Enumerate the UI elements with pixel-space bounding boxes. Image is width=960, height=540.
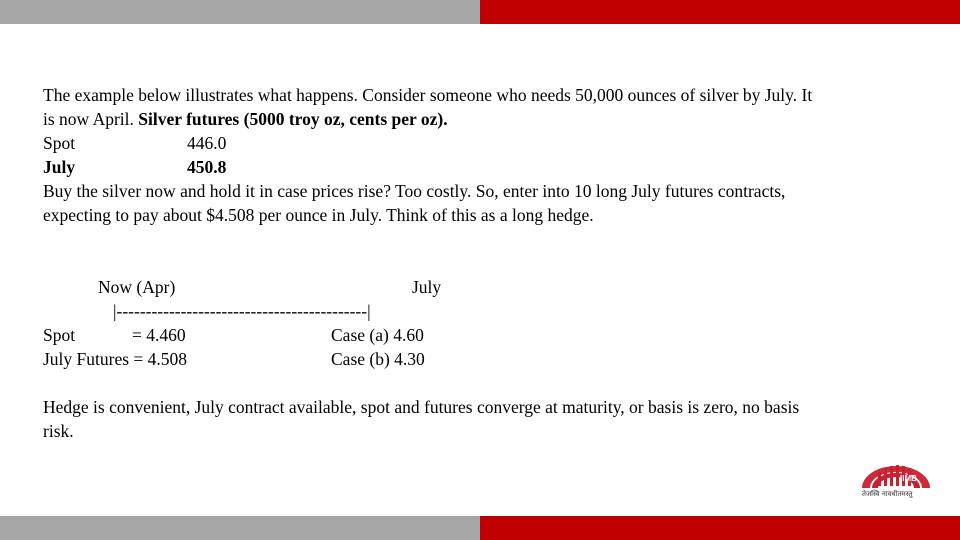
bottom-bar-gray-segment — [0, 516, 480, 540]
bottom-bar-red-segment — [480, 516, 960, 540]
price-value-july: 450.8 — [187, 157, 227, 177]
price-label-july: July — [43, 157, 76, 177]
price-value-spot: 446.0 — [187, 133, 227, 153]
timeline-row-spot-right: Case (a) 4.60 — [331, 325, 424, 345]
timeline-row-futures-left: July Futures = 4.508 — [43, 349, 188, 369]
logo-text: IIMB — [900, 474, 917, 483]
top-bar-red-segment — [480, 0, 960, 24]
intro-line-2 — [43, 107, 448, 131]
price-row-spot — [43, 131, 227, 155]
top-accent-bar — [0, 0, 960, 24]
body-line-2: expecting to pay about $4.508 per ounce in July. Think of this as a long hedge. — [43, 205, 594, 225]
intro-line-2-plain: is now April. — [43, 109, 139, 129]
conclusion-line-1: Hedge is convenient, July contract available, spot and futures converge at maturity, or basis is zero, no basis — [43, 397, 800, 417]
timeline-end-label: July — [412, 277, 442, 297]
price-row-july — [43, 155, 227, 179]
conclusion-line-2: risk. — [43, 421, 74, 441]
intro-line-2-bold: Silver futures (5000 troy oz, cents per oz). — [138, 109, 448, 129]
iimb-logo-mark — [848, 452, 944, 508]
bottom-accent-bar — [0, 516, 960, 540]
timeline-axis: |-------------------------------------------| — [113, 301, 371, 321]
timeline-row-spot-left: Spot = 4.460 — [43, 325, 186, 345]
logo-tagline: तेजस्वि नावधीतमस्तु — [862, 490, 913, 498]
timeline-row-futures-right: Case (b) 4.30 — [331, 349, 425, 369]
top-bar-gray-segment — [0, 0, 480, 24]
intro-line-1: The example below illustrates what happens. Consider someone who needs 50,000 ounces of silver by July. It — [43, 85, 813, 105]
body-line-1: Buy the silver now and hold it in case prices rise? Too costly. So, enter into 10 long July futures contracts, — [43, 181, 786, 201]
timeline-start-label: Now (Apr) — [98, 277, 176, 297]
price-label-spot: Spot — [43, 133, 76, 153]
iimb-logo — [848, 452, 944, 508]
